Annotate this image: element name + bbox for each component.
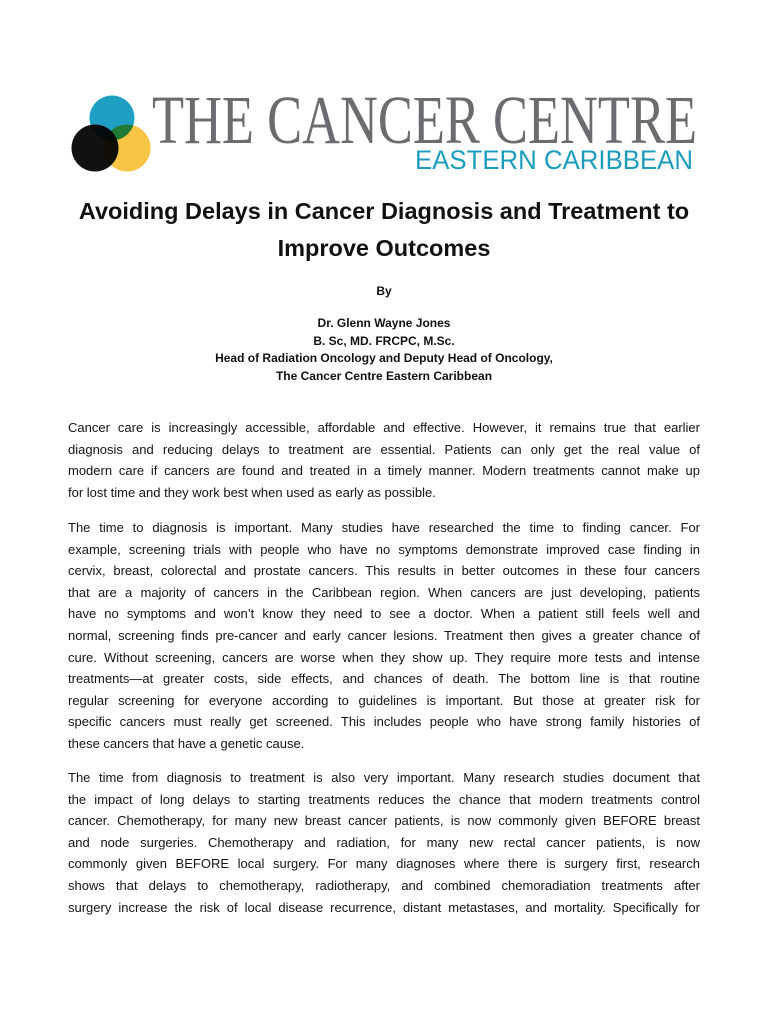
logo-circle-yellow: [104, 125, 151, 172]
title-line: Improve Outcomes: [277, 235, 491, 261]
paragraph-line: have no symptoms and won’t know they need to see a doctor. When a patient still feels well and: [68, 606, 700, 622]
paragraph-line: example, screening trials with people who have no symptoms demonstrate improved case finding in: [68, 541, 700, 557]
paragraph-line: surgery increase the risk of local disease recurrence, distant metastases, and mortality. Specifically for: [68, 899, 700, 915]
author-position: Head of Radiation Oncology and Deputy Head of Oncology,: [215, 351, 553, 366]
paragraph-line: regular screening for everyone according to guidelines is important. But those at greater risk for: [68, 692, 700, 708]
paragraph-line: for lost time and they work best when used as early as possible.: [68, 484, 436, 500]
paragraph-line: these cancers that have a genetic cause.: [68, 735, 305, 751]
paragraph-line: normal, screening finds pre-cancer and early cancer lesions. Treatment then gives a greater chance of: [68, 627, 700, 643]
logo-subtitle: EASTERN CARIBBEAN: [415, 145, 693, 175]
body-paragraph: [68, 767, 700, 918]
paragraph-line: The time to diagnosis is important. Many studies have researched the time to finding cancer. For: [68, 520, 700, 535]
paragraph-line: The time from diagnosis to treatment is also very important. Many research studies document that: [68, 770, 700, 785]
byline-by: By: [376, 284, 392, 298]
paragraph-line: cure. Without screening, cancers are worse when they show up. They require more tests and intense: [68, 649, 700, 665]
paragraph-line: diagnosis and reducing delays to treatment are essential. Patients can only get the real value of: [68, 441, 700, 457]
paragraph-line: treatments—at greater costs, side effects, and chances of death. The bottom line is that routine: [68, 671, 700, 687]
logo-wordmark: THE CANCER CENTRE: [152, 82, 697, 158]
paragraph-line: that are a majority of cancers in the Caribbean region. When cancers are just developing, patients: [68, 584, 700, 600]
paragraph-line: modern care if cancers are found and treated in a timely manner. Modern treatments cannot make up: [68, 463, 700, 479]
paragraph-line: cancer. Chemotherapy, for many new breast cancer patients, is now commonly given BEFORE breast: [68, 813, 700, 829]
document-title: [0, 193, 768, 267]
author-block: [0, 315, 768, 385]
paragraph-line: and node surgeries. Chemotherapy and radiation, for many new rectal cancer patients, is now: [68, 834, 700, 850]
author-name: Dr. Glenn Wayne Jones: [317, 316, 451, 330]
cancer-centre-logo: [0, 0, 768, 190]
author-credentials: B. Sc, MD. FRCPC, M.Sc.: [313, 333, 455, 348]
body-paragraph: [68, 417, 700, 503]
paragraph-line: cervix, breast, colorectal and prostate cancers. This results in better outcomes in these four cancers: [68, 563, 700, 579]
body-paragraph: [68, 517, 700, 755]
paragraph-line: specific cancers must really get screened. This includes people who have strong family histories of: [68, 714, 700, 730]
paragraph-line: commonly given BEFORE local surgery. For many diagnoses where there is surgery first, research: [68, 856, 700, 872]
paragraph-line: Cancer care is increasingly accessible, affordable and effective. However, it remains true that earlier: [68, 420, 700, 435]
title-line: Avoiding Delays in Cancer Diagnosis and Treatment to: [78, 198, 690, 224]
author-organization: The Cancer Centre Eastern Caribbean: [275, 368, 493, 383]
paragraph-line: the impact of long delays to starting treatments reduces the chance that modern treatments control: [68, 791, 700, 807]
logo-emblem-circles: [72, 96, 151, 172]
paragraph-line: shows that delays to chemotherapy, radiotherapy, and combined chemoradiation treatments after: [68, 877, 700, 893]
